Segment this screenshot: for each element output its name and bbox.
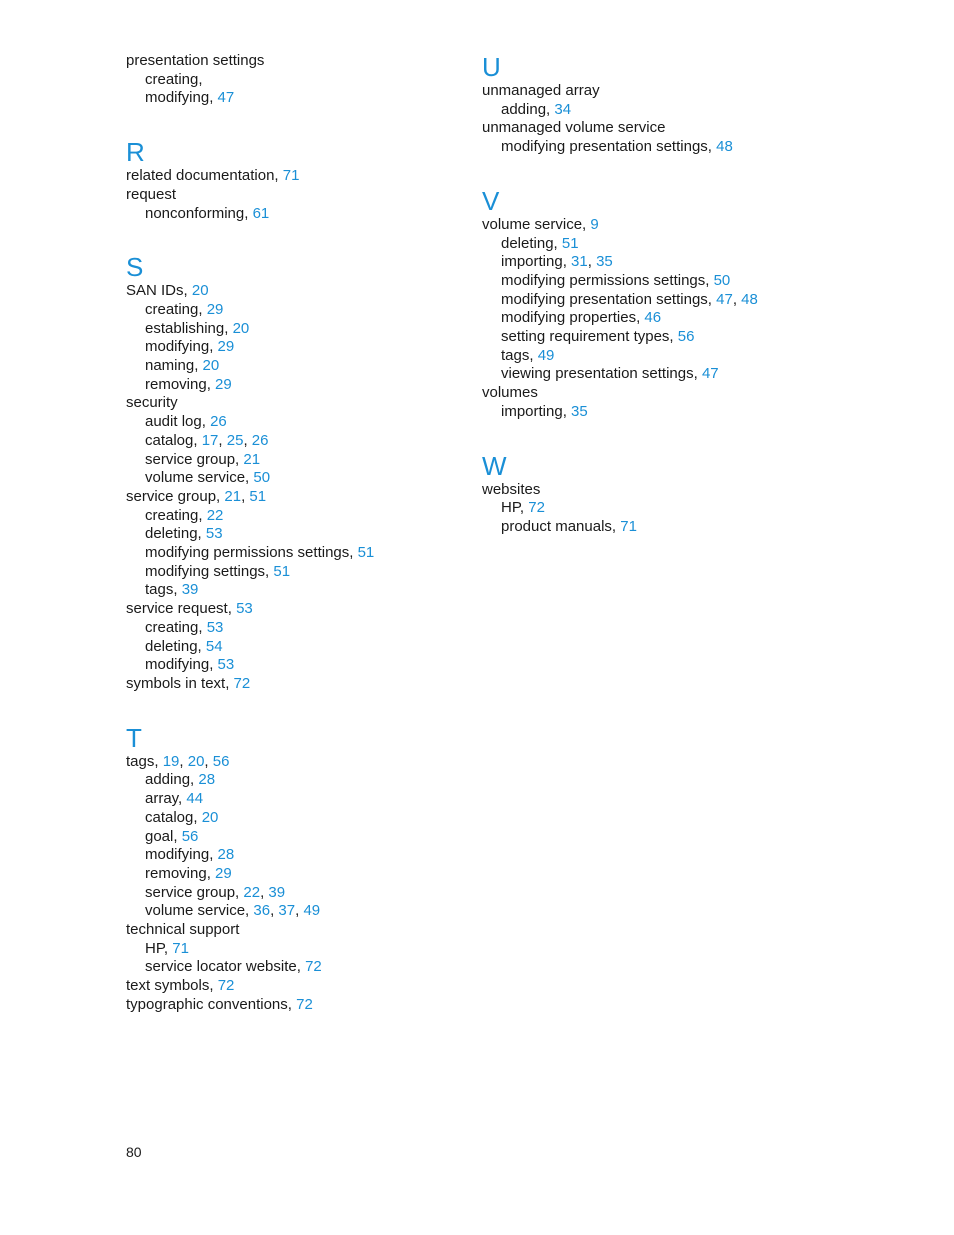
- page-link[interactable]: 51: [357, 544, 375, 562]
- entry-text: modifying,: [145, 656, 214, 674]
- entry-text: product manuals,: [501, 517, 617, 535]
- page-link[interactable]: 20: [232, 319, 250, 337]
- entry-text: goal,: [145, 827, 178, 845]
- page-link[interactable]: 20: [202, 357, 220, 375]
- page-link[interactable]: 56: [181, 827, 199, 845]
- index-subentry: [126, 525, 466, 544]
- index-subentry: [482, 347, 822, 366]
- index-subentry: [482, 365, 822, 384]
- index-subentry: [126, 581, 466, 600]
- index-subentry: [126, 846, 466, 865]
- index-entry: service group, 21, 51: [126, 487, 267, 505]
- entry-text: volume service,: [482, 215, 587, 233]
- entry-text: SAN IDs,: [126, 282, 188, 300]
- index-subentry: [482, 499, 822, 518]
- page-link[interactable]: 37: [278, 902, 296, 920]
- index-letter-heading: T: [126, 722, 142, 753]
- index-subentry: [126, 619, 466, 638]
- index-group: [126, 52, 466, 108]
- index-subentry: [482, 272, 822, 291]
- page-link[interactable]: 56: [677, 328, 695, 346]
- page-link[interactable]: 72: [305, 958, 322, 976]
- entry-text: creating,: [145, 70, 203, 88]
- entry-text: typographic conventions,: [126, 995, 292, 1013]
- entry-text: service group,: [145, 450, 240, 468]
- index-subentry: [126, 865, 466, 884]
- entry-text: text symbols,: [126, 977, 214, 995]
- entry-text: unmanaged array: [482, 82, 600, 99]
- entry-text: tags,: [501, 346, 534, 364]
- index-entry: [126, 996, 466, 1015]
- index-subentry: [126, 828, 466, 847]
- page-link[interactable]: 29: [206, 300, 224, 318]
- index-group: [482, 186, 822, 422]
- page-link[interactable]: 72: [528, 499, 545, 517]
- page-link[interactable]: 47: [701, 365, 719, 383]
- page-link[interactable]: 34: [554, 100, 572, 118]
- index-entry: [126, 282, 466, 301]
- entry-text: modifying presentation settings,: [501, 290, 712, 308]
- page-link[interactable]: 61: [252, 204, 270, 222]
- index-subentry: [482, 403, 822, 422]
- page-link[interactable]: 22: [206, 506, 224, 524]
- page-link[interactable]: 35: [571, 402, 588, 420]
- index-letter-heading: S: [126, 252, 144, 283]
- index-subentry: [126, 809, 466, 828]
- index-subentry: [126, 320, 466, 339]
- page-link[interactable]: 49: [537, 346, 555, 364]
- page-link[interactable]: 48: [741, 290, 758, 308]
- entry-text: nonconforming,: [145, 204, 249, 222]
- page-link[interactable]: 28: [198, 771, 216, 789]
- index-subentry: catalog, 17, 25, 26: [145, 431, 269, 449]
- index-entry: [482, 119, 822, 138]
- entry-text: deleting,: [145, 525, 202, 543]
- index-subentry: [482, 309, 822, 328]
- index-entry: [482, 82, 822, 101]
- index-entry: [126, 52, 466, 71]
- entry-text: adding,: [145, 771, 195, 789]
- entry-text: establishing,: [145, 319, 229, 337]
- page-link[interactable]: 29: [217, 338, 235, 356]
- entry-text: removing,: [145, 864, 211, 882]
- entry-text: importing,: [501, 402, 567, 420]
- entry-text: audit log,: [145, 413, 206, 431]
- page-link[interactable]: 28: [217, 846, 235, 864]
- page-link[interactable]: 47: [716, 290, 733, 308]
- page-link[interactable]: 35: [596, 253, 613, 271]
- page-link[interactable]: 44: [186, 790, 204, 808]
- entry-text: service request,: [126, 600, 232, 618]
- entry-text: modifying,: [145, 89, 214, 107]
- entry-text: modifying presentation settings,: [501, 138, 712, 156]
- index-entry: [126, 675, 466, 694]
- index-subentry: [126, 958, 466, 977]
- index-subentry: [126, 357, 466, 376]
- index-subentry: [126, 940, 466, 959]
- page-link[interactable]: 20: [191, 282, 209, 300]
- page-link[interactable]: 50: [253, 469, 271, 487]
- index-subentry: [126, 771, 466, 790]
- index-subentry: [126, 413, 466, 432]
- index-subentry: [126, 544, 466, 563]
- index-entry: [126, 921, 466, 940]
- index-entry: [482, 481, 822, 500]
- index-subentry: [126, 338, 466, 357]
- index-subentry: [126, 469, 466, 488]
- index-entry: [482, 216, 822, 235]
- entry-text: technical support: [126, 921, 240, 939]
- entry-text: deleting,: [145, 637, 202, 655]
- entry-text: modifying,: [145, 846, 214, 864]
- page-link[interactable]: 21: [243, 450, 261, 468]
- page-link[interactable]: 71: [620, 517, 637, 535]
- entry-text: creating,: [145, 506, 203, 524]
- index-subentry: [482, 328, 822, 347]
- entry-text: naming,: [145, 357, 199, 375]
- index-subentry: [126, 507, 466, 526]
- page-link[interactable]: 20: [187, 752, 205, 770]
- page-link[interactable]: 26: [210, 413, 227, 431]
- page-link[interactable]: 19: [162, 752, 180, 770]
- index-subentry: [482, 138, 822, 157]
- page-link[interactable]: 72: [296, 995, 313, 1013]
- index-subentry: [126, 301, 466, 320]
- page-link[interactable]: 51: [561, 234, 579, 252]
- entry-text: volume service,: [145, 469, 250, 487]
- entry-text: service group,: [126, 487, 221, 505]
- entry-text: modifying properties,: [501, 309, 641, 327]
- entry-text: HP,: [501, 499, 525, 517]
- page-link[interactable]: 9: [590, 215, 599, 233]
- page-link[interactable]: 49: [303, 902, 321, 920]
- index-subentry: volume service, 36, 37, 49: [145, 902, 321, 920]
- page-link[interactable]: 26: [251, 431, 269, 449]
- page-link[interactable]: 72: [217, 977, 235, 995]
- entry-text: importing,: [501, 253, 567, 271]
- entry-text: creating,: [145, 618, 203, 636]
- entry-text: creating,: [145, 300, 203, 318]
- entry-text: symbols in text,: [126, 674, 230, 692]
- index-subentry: [482, 101, 822, 120]
- entry-text: related documentation,: [126, 167, 279, 185]
- index-letter-heading: W: [482, 450, 507, 481]
- entry-text: modifying permissions settings,: [145, 544, 354, 562]
- entry-text: presentation settings: [126, 52, 265, 69]
- entry-text: deleting,: [501, 234, 558, 252]
- entry-text: catalog,: [145, 808, 198, 826]
- entry-text: volumes: [482, 384, 538, 402]
- entry-text: modifying,: [145, 338, 214, 356]
- entry-text: service group,: [145, 883, 240, 901]
- page-link[interactable]: 21: [224, 487, 242, 505]
- page-link[interactable]: 17: [201, 431, 219, 449]
- page-link[interactable]: 39: [268, 883, 286, 901]
- page-link[interactable]: 51: [273, 562, 291, 580]
- entry-text: viewing presentation settings,: [501, 365, 698, 383]
- index-entry: [126, 977, 466, 996]
- index-entry: [482, 384, 822, 403]
- entry-text: service locator website,: [145, 958, 301, 976]
- entry-text: request: [126, 185, 177, 203]
- page-link[interactable]: 71: [172, 939, 189, 957]
- page-link[interactable]: 29: [215, 375, 232, 393]
- page-link[interactable]: 22: [243, 883, 261, 901]
- index-entry: [126, 167, 466, 186]
- index-subentry: [126, 205, 466, 224]
- page-link[interactable]: 36: [253, 902, 271, 920]
- index-group: [482, 451, 822, 537]
- entry-text: modifying permissions settings,: [501, 271, 710, 289]
- index-subentry: importing, 31, 35: [501, 253, 613, 271]
- index-entry: [126, 394, 466, 413]
- entry-text: removing,: [145, 375, 211, 393]
- page-link[interactable]: 53: [217, 656, 235, 674]
- index-letter-heading: V: [482, 185, 500, 216]
- index-subentry: [126, 89, 466, 108]
- page-link[interactable]: 46: [644, 309, 662, 327]
- page-link[interactable]: 71: [282, 167, 300, 185]
- index-column-right: [482, 52, 822, 566]
- entry-text: security: [126, 394, 178, 412]
- index-subentry: [126, 563, 466, 582]
- index-letter-heading: U: [482, 52, 501, 82]
- index-subentry: [126, 656, 466, 675]
- index-subentry: [126, 638, 466, 657]
- index-subentry: [126, 376, 466, 395]
- page-link[interactable]: 47: [217, 89, 235, 107]
- page-link[interactable]: 48: [716, 138, 733, 156]
- page-link[interactable]: 53: [236, 600, 253, 618]
- page-link[interactable]: 56: [212, 752, 230, 770]
- page-link[interactable]: 39: [181, 581, 199, 599]
- index-entry: tags, 19, 20, 56: [126, 752, 230, 770]
- page-link[interactable]: 51: [249, 487, 267, 505]
- entry-text: modifying settings,: [145, 562, 270, 580]
- entry-text: setting requirement types,: [501, 328, 674, 346]
- entry-text: tags,: [145, 581, 178, 599]
- entry-text: volume service,: [145, 902, 250, 920]
- index-group: [126, 723, 466, 1015]
- index-subentry: [482, 518, 822, 537]
- page-link[interactable]: 25: [226, 431, 244, 449]
- page-link[interactable]: 72: [233, 674, 251, 692]
- page-link[interactable]: 54: [205, 637, 223, 655]
- entry-text: adding,: [501, 100, 551, 118]
- index-column-left: [126, 52, 466, 1044]
- index-subentry: [482, 235, 822, 254]
- index-subentry: service group, 22, 39: [145, 883, 286, 901]
- index-entry: [126, 600, 466, 619]
- index-group: [482, 52, 822, 157]
- index-subentry: [126, 790, 466, 809]
- page-link[interactable]: 29: [215, 864, 232, 882]
- index-subentry: [126, 71, 466, 90]
- index-subentry: modifying presentation settings, 47, 48: [501, 290, 758, 308]
- page-number: 80: [126, 1144, 142, 1160]
- entry-text: websites: [482, 480, 541, 498]
- index-letter-heading: R: [126, 137, 145, 168]
- page-link[interactable]: 20: [201, 808, 219, 826]
- index-entry: [126, 186, 466, 205]
- page-link[interactable]: 53: [205, 525, 223, 543]
- page-link[interactable]: 53: [206, 618, 224, 636]
- page-link[interactable]: 31: [571, 253, 588, 271]
- entry-text: HP,: [145, 939, 169, 957]
- index-subentry: [126, 451, 466, 470]
- entry-text: catalog,: [145, 431, 198, 449]
- entry-text: tags,: [126, 752, 159, 770]
- index-group: [126, 137, 466, 223]
- entry-text: unmanaged volume service: [482, 119, 666, 137]
- index-group: [126, 252, 466, 693]
- entry-text: array,: [145, 790, 183, 808]
- page-link[interactable]: 50: [713, 271, 731, 289]
